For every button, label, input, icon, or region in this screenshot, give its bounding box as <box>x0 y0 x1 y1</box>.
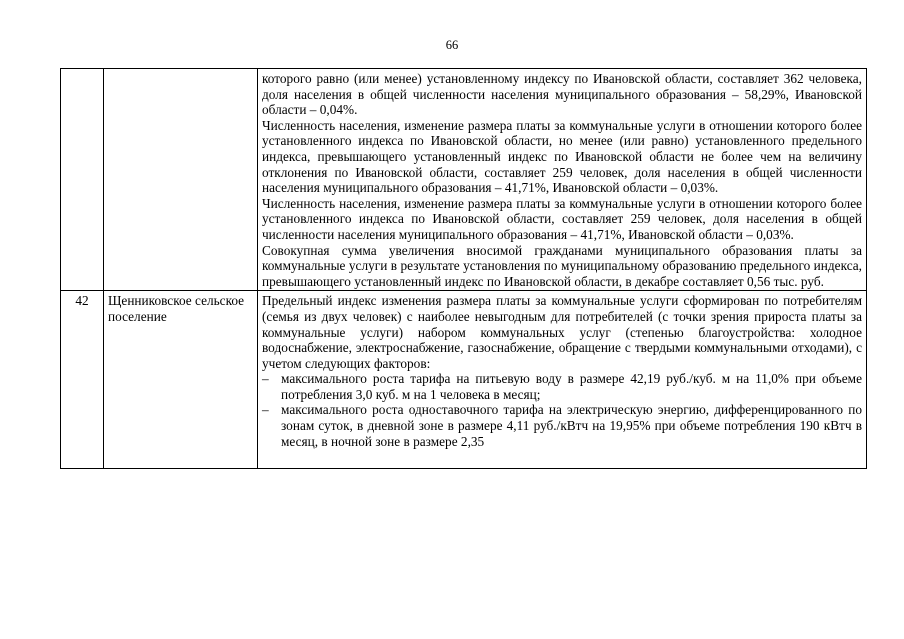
table-row <box>61 291 867 469</box>
paragraph: которого равно (или менее) установленному индексу по Ивановской области, составляет 362 человека, доля населения в общей численности населения муниципального образования – 58,29%, Ивановской области – 0,04%. <box>262 71 862 118</box>
settlement-name-cell <box>104 69 258 291</box>
list-item-text: максимального роста одноставочного тарифа на электрическую энергию, дифференцированного по зонам суток, в дневной зоне в размере 4,11 руб./кВтч на 19,95% при объеме потребления 190 кВтч в месяц, в ночной зоне в размере 2,35 <box>281 402 862 449</box>
row-number-cell <box>61 69 104 291</box>
list-item <box>262 371 862 402</box>
row-number-cell: 42 <box>61 291 104 469</box>
page-number: 66 <box>445 38 459 52</box>
paragraph: Совокупная сумма увеличения вносимой гражданами муниципального образования платы за коммунальные услуги в результате установления по муниципальному образованию предельного индекса, превышающего установленный индекс по Ивановской области, в декабре составляет 0,56 тыс. руб. <box>262 242 862 289</box>
table-row <box>61 69 867 291</box>
paragraph: Предельный индекс изменения размера платы за коммунальные услуги сформирован по потребителям (семья из двух человек) с наиболее невыгодным для потребителей (с точки зрения прироста платы за коммунальные услуги) набором коммунальных услуг (степенью благоустройства: холодное водоснабжение, электроснабжение, газоснабжение, обращение с твердыми коммунальными отходами), с учетом следующих факторов: <box>262 293 862 371</box>
paragraph: Численность населения, изменение размера платы за коммунальные услуги в отношении которого более установленного индекса по Ивановской области, но менее (или равно) установленного предельного индекса, превышающего установленный индекс по Ивановской области не более чем на величину отклонения по Ивановской области, составляет 259 человек, доля населения в общей численности населения муниципального образования – 41,71%, Ивановской области – 0,03%. <box>262 117 862 196</box>
description-cell <box>258 291 867 469</box>
list-item-text: максимального роста тарифа на питьевую воду в размере 42,19 руб./куб. м на 11,0% при объеме потребления 3,0 куб. м на 1 человека в месяц; <box>281 371 862 402</box>
dash-marker: – <box>262 402 269 418</box>
dash-marker: – <box>262 371 269 387</box>
settlement-name-cell: Щенниковское сельское поселение <box>104 291 258 469</box>
factor-list <box>262 371 862 449</box>
municipal-index-table <box>60 68 867 469</box>
list-item <box>262 402 862 449</box>
paragraph: Численность населения, изменение размера платы за коммунальные услуги в отношении которого более установленного индекса по Ивановской области, составляет 259 человек, доля населения в общей численности населения муниципального образования – 41,71%, Ивановской области – 0,03%. <box>262 195 862 242</box>
description-cell <box>258 69 867 291</box>
